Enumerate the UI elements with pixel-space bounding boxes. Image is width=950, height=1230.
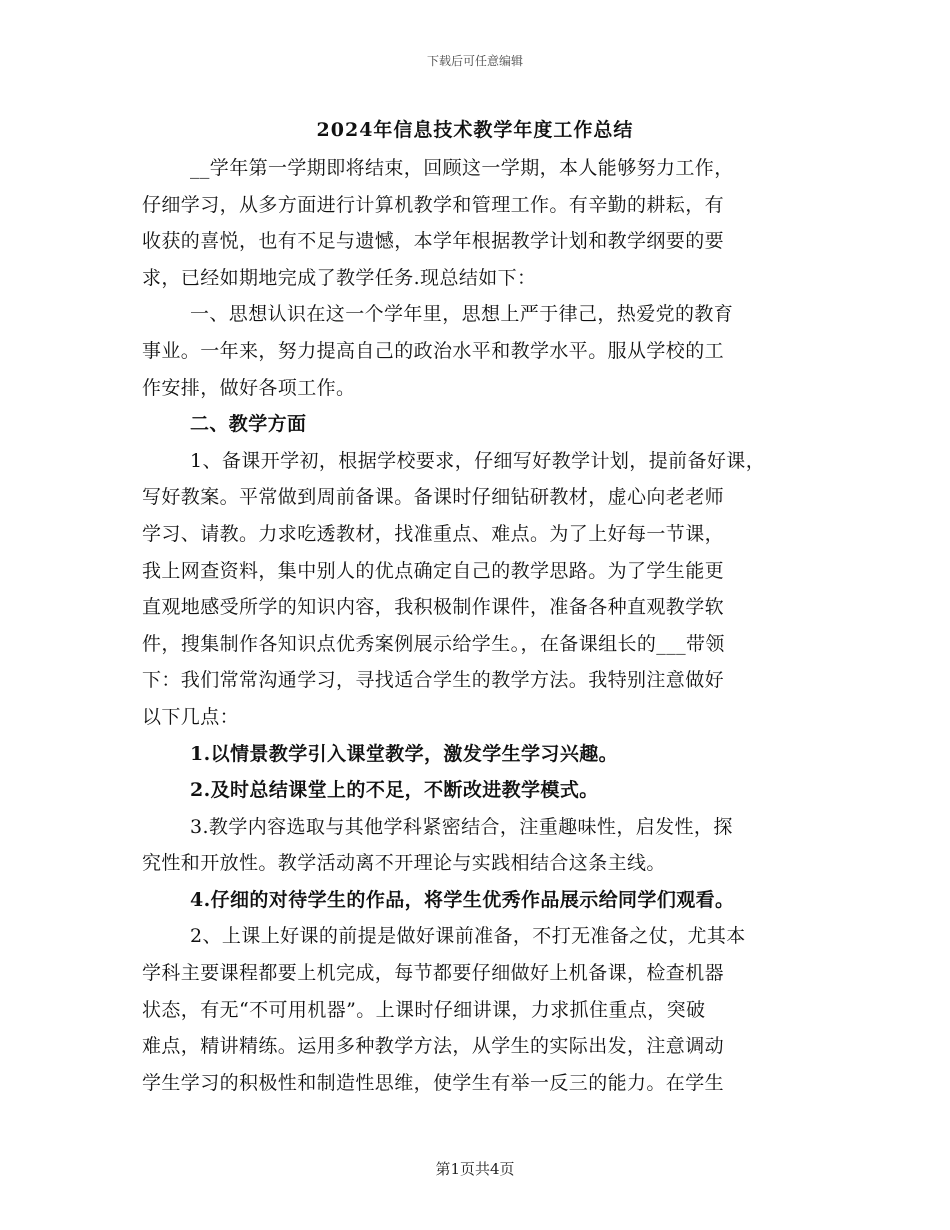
- text-line: 以下几点：: [142, 705, 240, 728]
- text-line: 3.教学内容选取与其他学科紧密结合，注重趣味性，启发性，探: [190, 815, 733, 838]
- header-note: 下载后可任意编辑: [426, 54, 523, 68]
- text-line: 究性和开放性。教学活动离不开理论与实践相结合这条主线。: [142, 852, 666, 875]
- text-line: 2.及时总结课堂上的不足，不断改进教学模式。: [190, 779, 599, 802]
- text-line: 一、思想认识在这一个学年里，思想上严于律己，热爱党的教育: [190, 303, 734, 326]
- document-title: 2024年信息技术教学年度工作总结: [316, 119, 634, 141]
- text-line: 仔细学习，从多方面进行计算机教学和管理工作。有辛勤的耕耘，有: [142, 193, 725, 216]
- text-line: 状态，有无“不可用机器”。上课时仔细讲课，力求抓住重点，突破: [142, 998, 706, 1021]
- text-line: 件，搜集制作各知识点优秀案例展示给学生。，在备课组长的___带领: [142, 632, 725, 655]
- text-line: 二、教学方面: [190, 413, 307, 436]
- text-line: 4.仔细的对待学生的作品，将学生优秀作品展示给同学们观看。: [190, 888, 735, 911]
- text-line: 写好教案。平常做到周前备课。备课时仔细钻研教材，虚心向老老师: [142, 486, 725, 509]
- text-line: 事业。一年来，努力提高自己的政治水平和教学水平。服从学校的工: [142, 339, 725, 362]
- text-line: 下：我们常常沟通学习，寻找适合学生的教学方法。我特别注意做好: [142, 669, 725, 692]
- text-line: 1.以情景教学引入课堂教学，激发学生学习兴趣。: [190, 742, 619, 765]
- text-line: __学年第一学期即将结束，回顾这一学期，本人能够努力工作，: [190, 157, 734, 179]
- document-body: [142, 150, 808, 1101]
- text-line: 我上网查资料，集中别人的优点确定自己的教学思路。为了学生能更: [142, 559, 725, 582]
- text-line: 难点，精讲精练。运用多种教学方法，从学生的实际出发，注意调动: [142, 1035, 725, 1058]
- text-line: 学习、请教。力求吃透教材，找准重点、难点。为了上好每一节课，: [142, 522, 725, 545]
- text-line: 1、备课开学初，根据学校要求，仔细写好教学计划，提前备好课，: [190, 449, 766, 472]
- text-line: 求，已经如期地完成了教学任务.现总结如下：: [142, 266, 537, 289]
- text-line: 学生学习的积极性和制造性思维，使学生有举一反三的能力。在学生: [142, 1071, 725, 1094]
- text-line: 学科主要课程都要上机完成，每节都要仔细做好上机备课，检查机器: [142, 962, 725, 985]
- text-line: 2、上课上好课的前提是做好课前准备，不打无准备之仗，尤其本: [190, 925, 746, 948]
- page-footer: 第1页共4页: [435, 1160, 515, 1178]
- text-line: 直观地感受所学的知识内容，我积极制作课件，准备各种直观教学软: [142, 596, 725, 619]
- text-line: 收获的喜悦，也有不足与遗憾，本学年根据教学计划和教学纲要的要: [142, 230, 725, 253]
- text-line: 作安排，做好各项工作。: [142, 376, 356, 399]
